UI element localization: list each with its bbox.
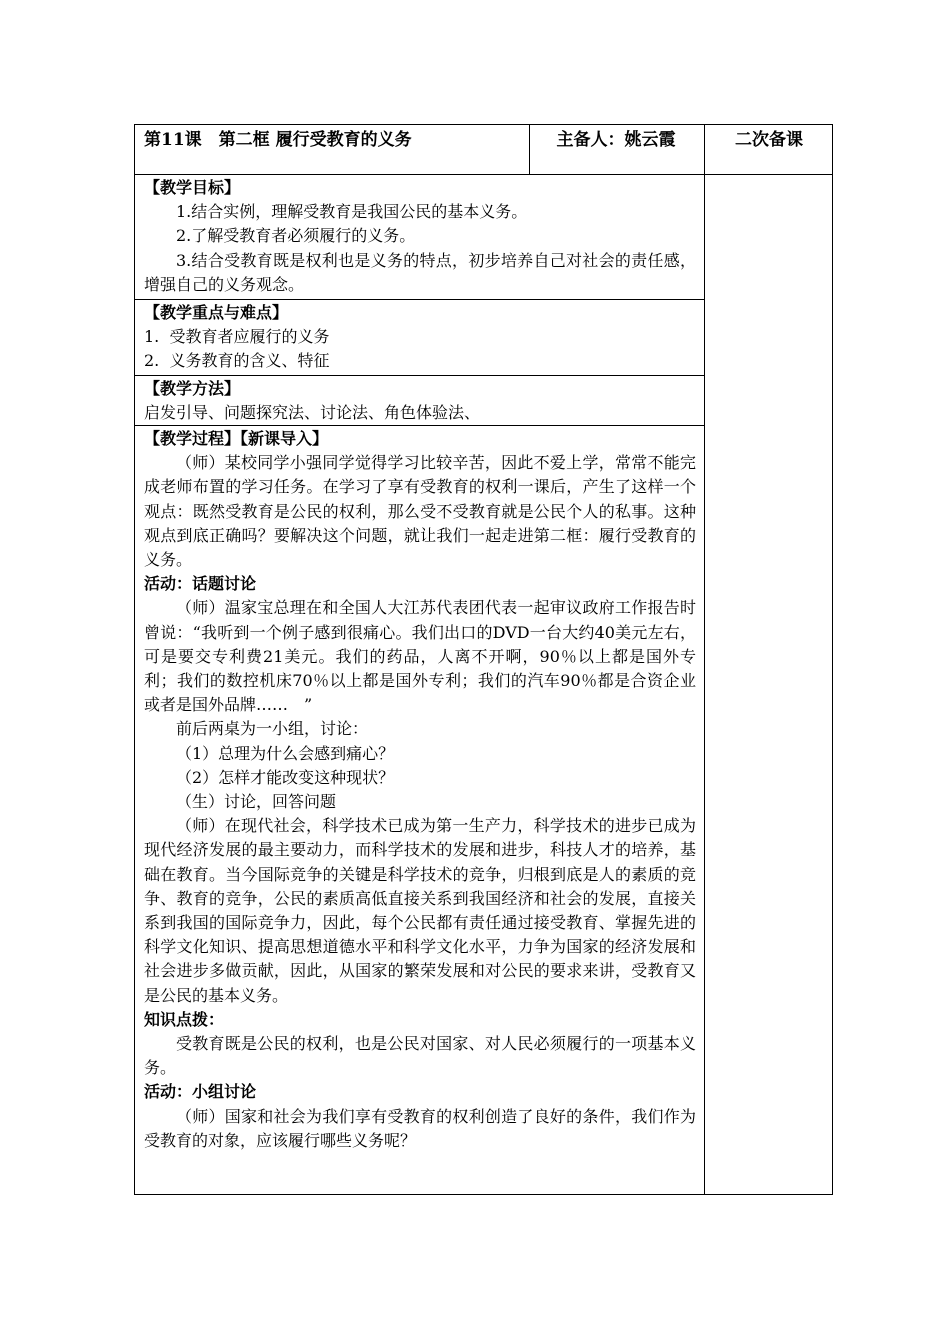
goal-item: 2.了解受教育者必须履行的义务。: [176, 226, 416, 246]
preparer-label: 主备人：姚云霞: [556, 130, 676, 150]
keypoints-section: [135, 301, 704, 374]
methods-heading: 【教学方法】: [144, 379, 241, 398]
keypoint-item: 1. 受教育者应履行的义务: [144, 327, 330, 347]
intro-paragraph: （师）某校同学小强同学觉得学习比较辛苦，因此不爱上学，常常不能完成老师布置的学习任务。在学习了享有受教育的权利一课后，产生了这样一个观点：既然受教育是公民的权利，那么受不受教育就是公民个人的私事。这种观点到底正确吗？要解决这个问题，就让我们一起走进第二框：履行受教育的义务。: [144, 453, 696, 570]
knowledge-title: 知识点拨：: [144, 1009, 225, 1029]
student-activity: （生）讨论，回答问题: [176, 792, 337, 812]
goals-section: [135, 176, 704, 297]
group-note: 前后两桌为一小组，讨论：: [176, 719, 369, 739]
keypoints-bottom-line: [135, 375, 704, 376]
goal-item: 3.结合受教育既是权利也是义务的特点，初步培养自己对社会的责任感，增强自己的义务观念。: [144, 250, 696, 294]
methods-text: 启发引导、问题探究法、讨论法、角色体验法、: [144, 403, 481, 423]
question-2: （2）怎样才能改变这种现状？: [176, 767, 395, 787]
second-prep-label: 二次备课: [735, 130, 803, 150]
question-1: （1）总理为什么会感到痛心？: [176, 743, 395, 763]
goals-bottom-line: [135, 299, 704, 300]
goals-heading: 【教学目标】: [144, 178, 241, 197]
header-bottom-line: [135, 174, 833, 175]
goal-item: 1.结合实例，理解受教育是我国公民的基本义务。: [176, 202, 528, 222]
column-divider: [704, 125, 705, 1194]
header-divider-1: [529, 125, 530, 174]
keypoint-item: 2. 义务教育的含义、特征: [144, 351, 330, 371]
teacher-explanation: （师）在现代社会，科学技术已成为第一生产力，科学技术的进步已成为现代经济发展的最主要动力，而科学技术的发展和进步，科技人才的培养，基础在教育。当今国际竞争的关键是科学技术的竞争，归根到底是人的素质的竞争、教育的竞争，公民的素质高低直接关系到我国经济和社会的发展，直接关系到我国的国际竞争力，因此，每个公民都有责任通过接受教育、掌握先进的科学文化知识、提高思想道德水平和科学文化水平，力争为国家的经济发展和社会进步多做贡献，因此，从国家的繁荣发展和对公民的要求来讲，受教育又是公民的基本义务。: [144, 816, 696, 1005]
methods-section: [135, 377, 704, 425]
activity2-paragraph: （师）国家和社会为我们享有受教育的权利创造了良好的条件，我们作为受教育的对象，应该履行哪些义务呢？: [144, 1106, 696, 1150]
keypoints-heading: 【教学重点与难点】: [144, 303, 289, 322]
process-section: [135, 427, 704, 1153]
activity2-title: 活动：小组讨论: [144, 1082, 257, 1102]
activity1-title: 活动：话题讨论: [144, 574, 257, 594]
knowledge-paragraph: 受教育既是公民的权利，也是公民对国家、对人民必须履行的一项基本义务。: [144, 1034, 696, 1078]
lesson-title: 第11课 第二框 履行受教育的义务: [144, 130, 412, 150]
activity1-paragraph: （师）温家宝总理在和全国人大江苏代表团代表一起审议政府工作报告时曾说：“我听到一个例子感到很痛心。我们出口的DVD一台大约40美元左右，可是要交专利费21美元。我们的药品，人离不开啊，90％以上都是国外专利；我们的数控机床70％以上都是国外专利；我们的汽车90％都是合资企业或者是国外品牌…… ”: [144, 598, 696, 715]
process-heading: 【教学过程】【新课导入】: [144, 429, 329, 448]
lesson-plan-table: [134, 124, 833, 1195]
